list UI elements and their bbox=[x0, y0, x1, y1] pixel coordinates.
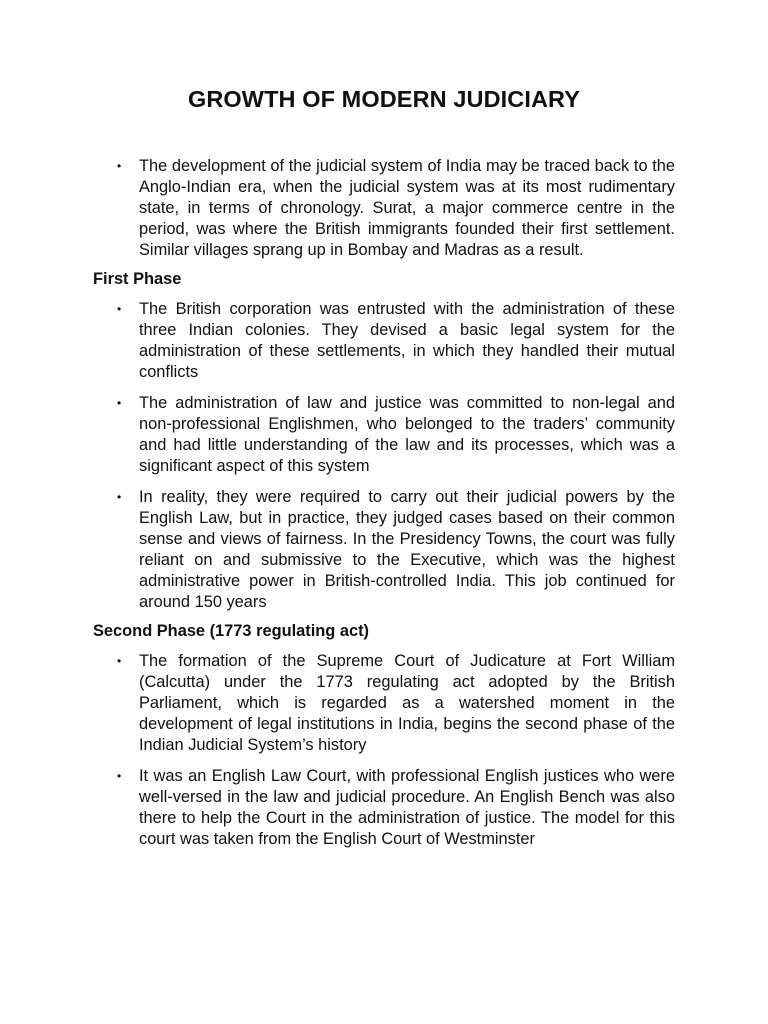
list-item bbox=[93, 299, 675, 383]
list-item bbox=[93, 487, 675, 613]
list-item-text: In reality, they were required to carry out their judicial powers by the English Law, but in practice, they judged cases based on their common sense and views of fairness. In the Presidency Towns, the court was fully reliant on and submissive to the Executive, which was the highest administrative power in British-controlled India. This job continued for around 150 years bbox=[139, 488, 675, 611]
list-item bbox=[93, 766, 675, 850]
page-title: GROWTH OF MODERN JUDICIARY bbox=[187, 86, 581, 112]
first-phase-list bbox=[93, 299, 675, 613]
list-item bbox=[93, 651, 675, 756]
section-heading-first-phase: First Phase bbox=[93, 270, 182, 288]
list-item-text: The British corporation was entrusted with the administration of these three Indian colonies. They devised a basic legal system for the administration of these settlements, in which they handled their mutual conflicts bbox=[139, 300, 675, 381]
bullet-icon: • bbox=[117, 302, 122, 316]
bullet-icon: • bbox=[117, 654, 122, 668]
bullet-icon: • bbox=[117, 396, 122, 410]
list-item-text: It was an English Law Court, with professional English justices who were well-versed in the law and judicial procedure. An English Bench was also there to help the Court in the administration of justice. The model for this court was taken from the English Court of Westminster bbox=[139, 767, 675, 848]
list-item bbox=[93, 393, 675, 477]
bullet-icon: • bbox=[117, 769, 122, 783]
document-body bbox=[93, 156, 675, 858]
list-item-text: The development of the judicial system of India may be traced back to the Anglo-Indian era, when the judicial system was at its most rudimentary state, in terms of chronology. Surat, a major commerce centre in the period, was where the British immigrants founded their first settlement. Similar villages sprang up in Bombay and Madras as a result. bbox=[139, 157, 675, 259]
list-item-text: The administration of law and justice was committed to non-legal and non-professional Englishmen, who belonged to the traders’ community and had little understanding of the law and its processes, which was a significant aspect of this system bbox=[139, 394, 675, 475]
list-item bbox=[93, 156, 675, 261]
list-item-text: The formation of the Supreme Court of Judicature at Fort William (Calcutta) under the 1773 regulating act adopted by the British Parliament, which is regarded as a watershed moment in the development of legal institutions in India, begins the second phase of the Indian Judicial System’s history bbox=[139, 652, 675, 754]
section-heading-second-phase: Second Phase (1773 regulating act) bbox=[93, 622, 369, 640]
second-phase-list bbox=[93, 651, 675, 850]
bullet-icon: • bbox=[117, 490, 122, 504]
intro-list bbox=[93, 156, 675, 261]
bullet-icon: • bbox=[117, 159, 122, 173]
